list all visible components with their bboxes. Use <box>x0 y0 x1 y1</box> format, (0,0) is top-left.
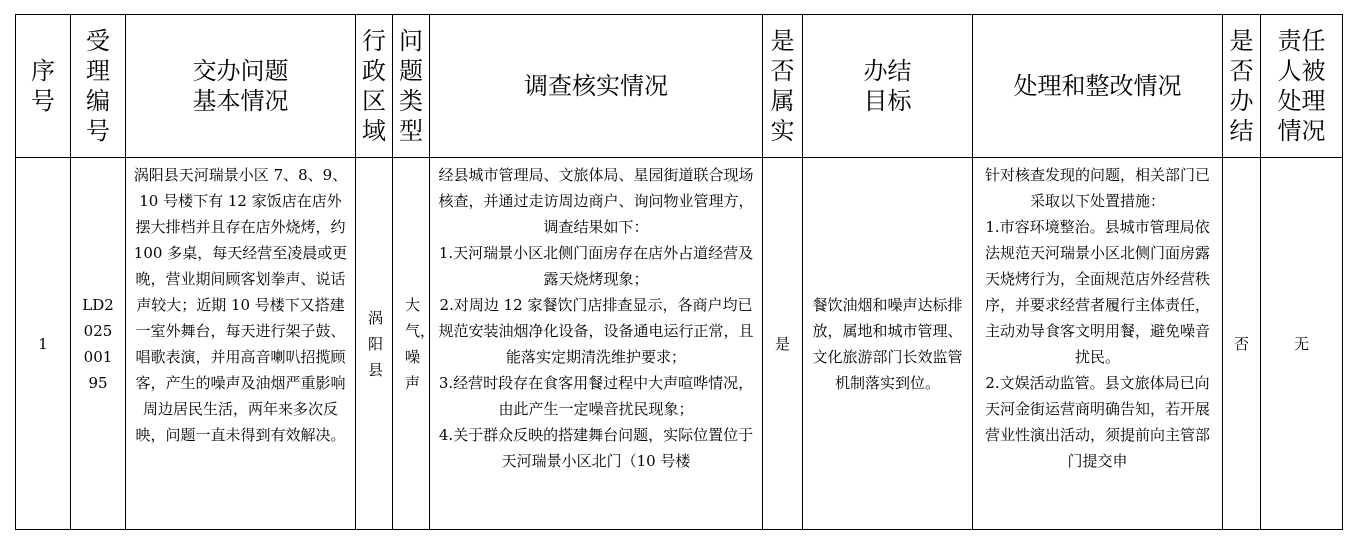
header-goal: 办结 目标 <box>803 15 973 158</box>
cell-seq: 1 <box>16 158 71 530</box>
header-ref-no: 受理编号 <box>71 15 126 158</box>
cell-closed: 否 <box>1223 158 1261 530</box>
header-closed: 是否办结 <box>1223 15 1261 158</box>
header-handling: 处理和整改情况 <box>973 15 1223 158</box>
cell-type: 大气，噪声 <box>393 158 430 530</box>
header-district: 行政区域 <box>356 15 393 158</box>
header-seq: 序号 <box>16 15 71 158</box>
header-accountability: 责任人被处理情况 <box>1261 15 1343 158</box>
header-type: 问题类型 <box>393 15 430 158</box>
cell-district: 涡阳县 <box>356 158 393 530</box>
cell-verified: 是 <box>763 158 803 530</box>
header-summary: 交办问题 基本情况 <box>126 15 356 158</box>
header-verified: 是否属实 <box>763 15 803 158</box>
cell-ref-no: LD202500195 <box>71 158 126 530</box>
cell-accountability: 无 <box>1261 158 1343 530</box>
cell-goal: 餐饮油烟和噪声达标排放，属地和城市管理、文化旅游部门长效监管机制落实到位。 <box>803 158 973 530</box>
cell-investigation: 经县城市管理局、文旅体局、星园街道联合现场核查，并通过走访周边商户、询问物业管理方，调查结果如下： 1.天河瑞景小区北侧门面房存在店外占道经营及露天烧烤现象； 2.对周边 12 家餐饮门店排查显示，各商户均已规范安装油烟净化设备，设备通电运行正常，且能落实定期清洗维护要求； 3.经营时段存在食客用餐过程中大声喧哗情况，由此产生一定噪音扰民现象； 4.关于群众反映的搭建舞台问题，实际位置位于天河瑞景小区北门（10 号楼 <box>430 158 763 530</box>
cell-summary: 涡阳县天河瑞景小区 7、8、9、10 号楼下有 12 家饭店在店外摆大排档并且存在店外烧烤，约 100 多桌，每天经营至凌晨或更晚，营业期间顾客划拳声、说话声较大；近期 10 号楼下又搭建一室外舞台，每天进行架子鼓、唱歌表演，并用高音喇叭招揽顾客，产生的噪声及油烟严重影响周边居民生活，两年来多次反映，问题一直未得到有效解决。 <box>126 158 356 530</box>
header-row <box>16 15 1343 158</box>
cell-handling: 针对核查发现的问题，相关部门已采取以下处置措施： 1.市容环境整治。县城市管理局依法规范天河瑞景小区北侧门面房露天烧烤行为，全面规范店外经营秩序，并要求经营者履行主体责任，主动劝导食客文明用餐，避免噪音扰民。 2.文娱活动监管。县文旅体局已向天河金街运营商明确告知，若开展营业性演出活动，须提前向主管部门提交申 <box>973 158 1223 530</box>
header-investigation: 调查核实情况 <box>430 15 763 158</box>
table-row <box>16 158 1343 530</box>
petition-table <box>15 14 1343 530</box>
